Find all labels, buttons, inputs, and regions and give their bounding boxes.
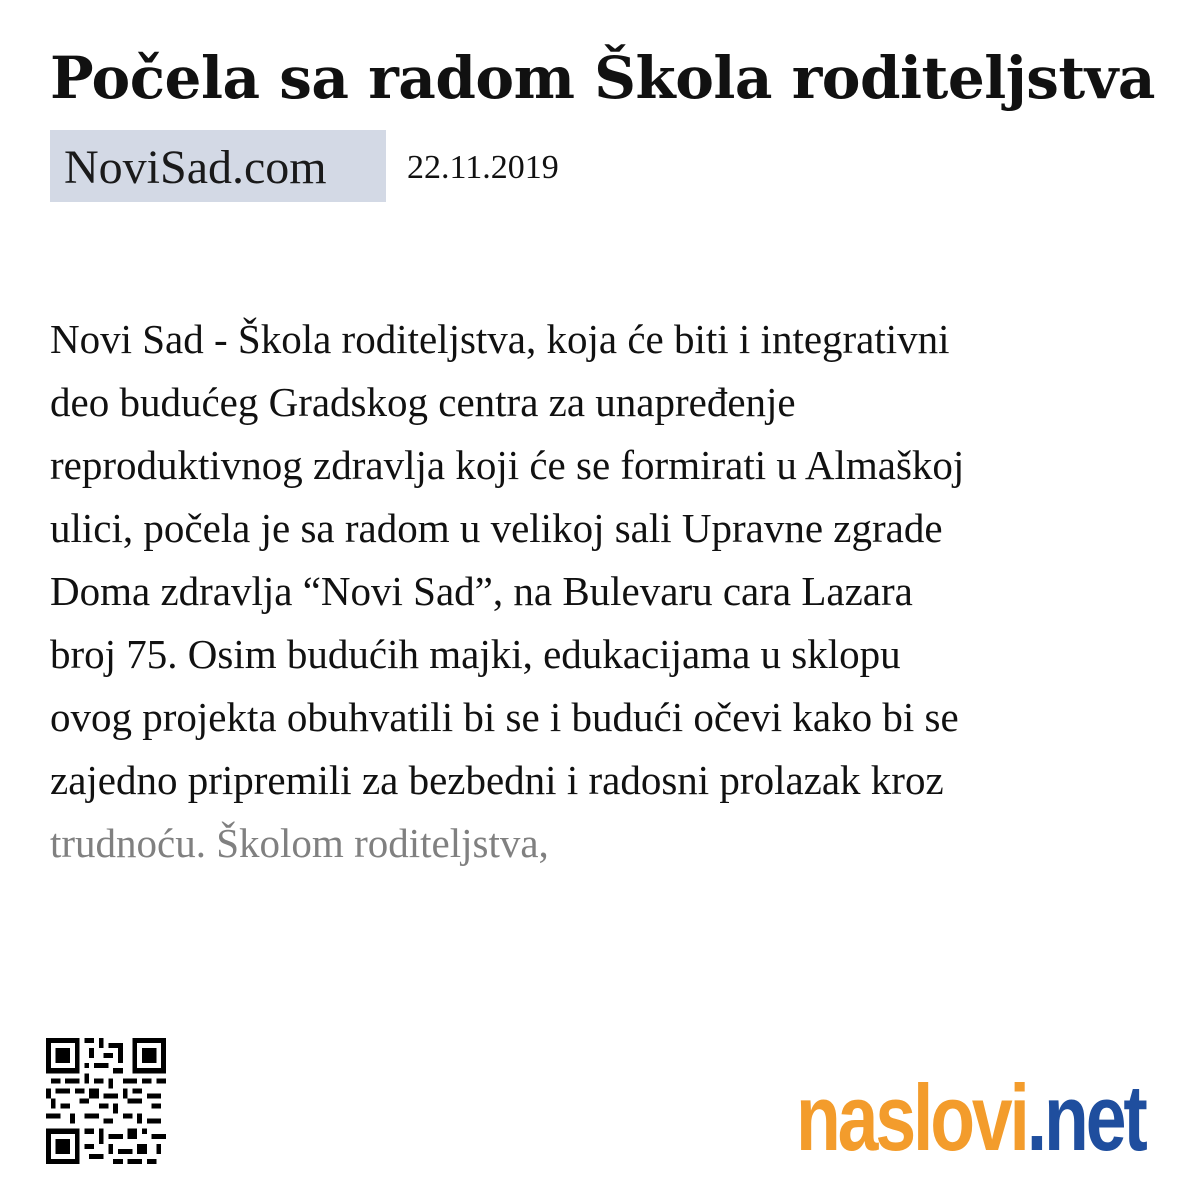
body-line: ulici, počela je sa radom u velikoj sali Upravne zgrade [50, 505, 943, 551]
body-line: deo budućeg Gradskog centra za unapređenje [50, 379, 796, 425]
qr-code-icon[interactable] [46, 1038, 166, 1164]
body-line: ovog projekta obuhvatili bi se i budući očevi kako bi se [50, 694, 959, 740]
logo-naslovi: naslovi [796, 1065, 1027, 1170]
body-line: Doma zdravlja “Novi Sad”, na Bulevaru cara Lazara [50, 568, 913, 614]
article-meta [50, 130, 1160, 202]
publish-date: 22.11.2019 [407, 149, 559, 186]
body-line: zajedno pripremili za bezbedni i radosni prolazak kroz [50, 757, 944, 803]
body-line: Novi Sad - Škola roditeljstva, koja će biti i integrativni [50, 316, 950, 362]
logo-net: .net [1026, 1065, 1145, 1170]
body-line: reproduktivnog zdravlja koji će se formirati u Almaškoj [50, 442, 965, 488]
body-line: broj 75. Osim budućih majki, edukacijama u sklopu [50, 631, 901, 677]
source-badge[interactable]: NoviSad.com [50, 130, 386, 202]
article [50, 40, 1160, 202]
naslovi-net-logo[interactable] [796, 1065, 1145, 1170]
article-body [50, 308, 1160, 875]
body-line-faded: trudnoću. Školom roditeljstva, [50, 820, 549, 866]
article-headline[interactable]: Počela sa radom Škola roditeljstva [50, 44, 1155, 112]
